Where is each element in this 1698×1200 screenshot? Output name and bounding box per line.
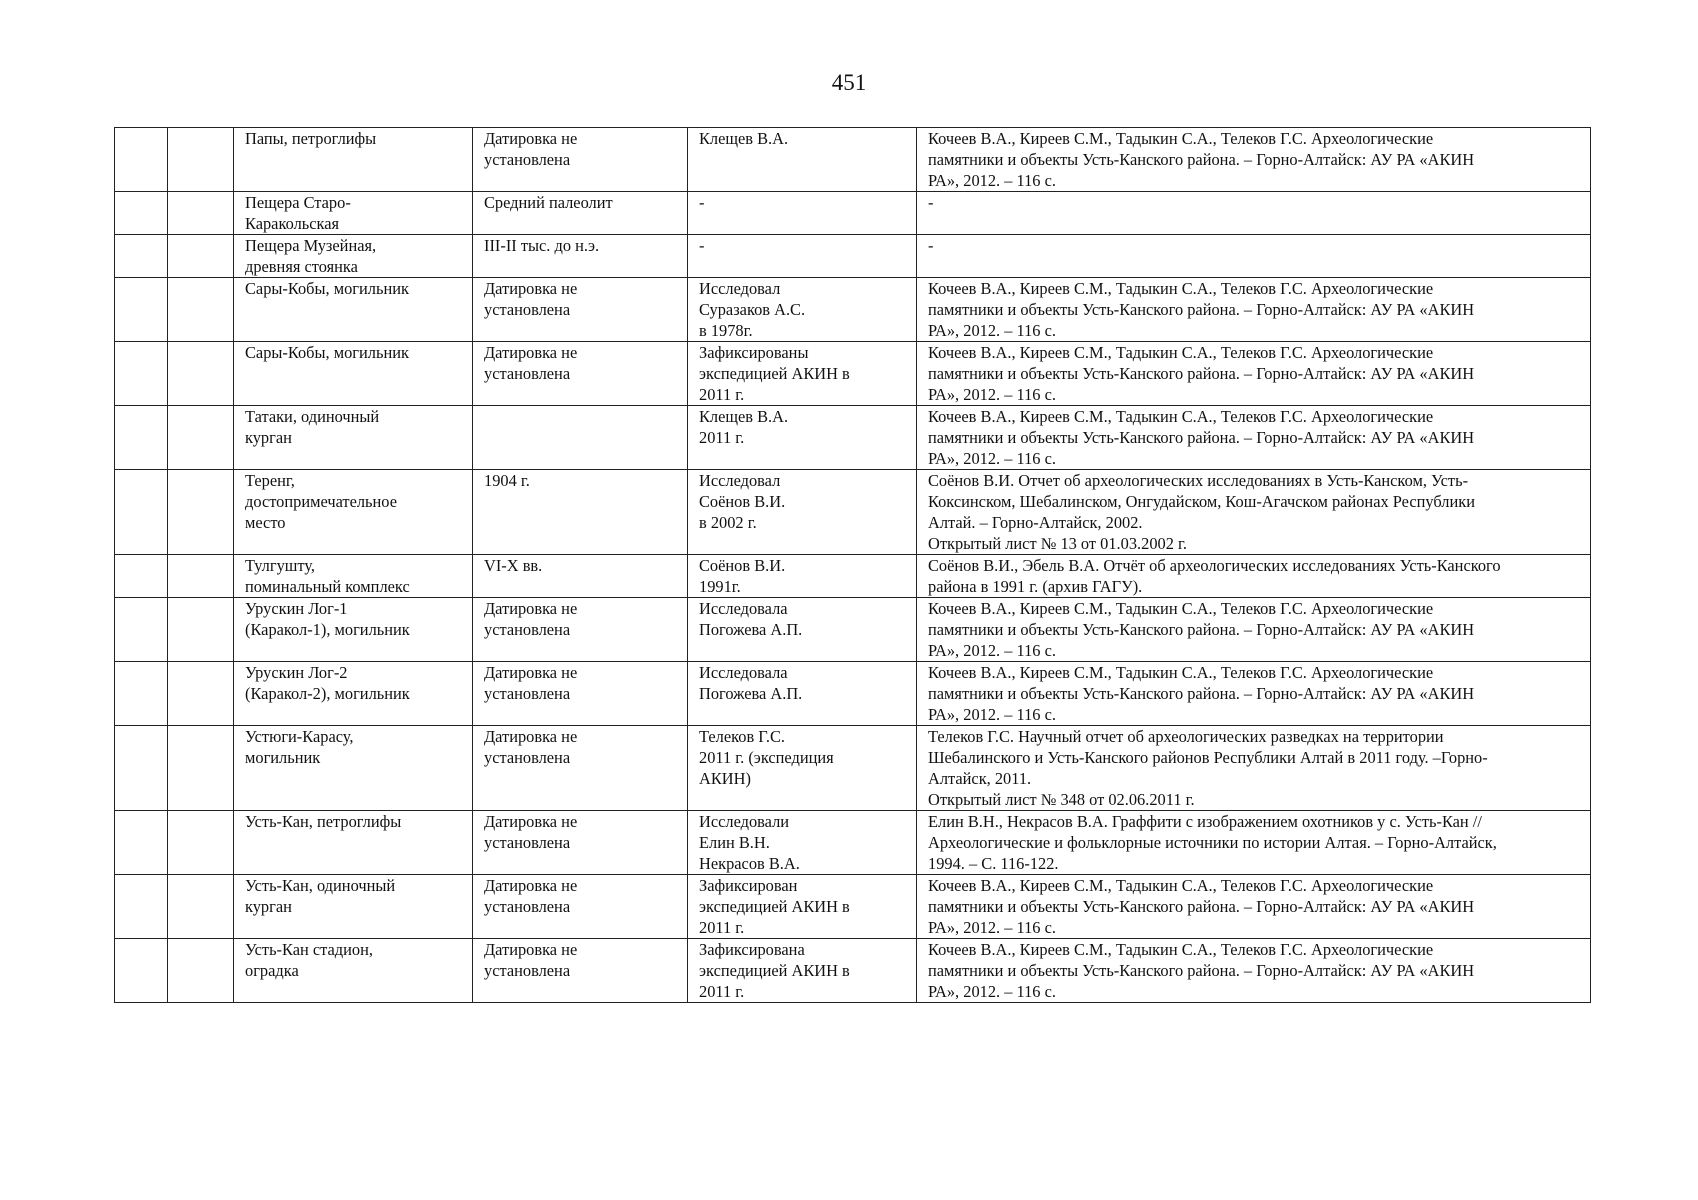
table-row (115, 128, 1591, 192)
table-row (115, 598, 1591, 662)
researcher-cell: Телеков Г.С. 2011 г. (экспедиция АКИН) (688, 726, 917, 811)
monument-name-cell: Папы, петроглифы (234, 128, 473, 192)
source-cell: Кочеев В.А., Киреев С.М., Тадыкин С.А., Телеков Г.С. Археологические памятники и объекты Усть-Канского района. – Горно-Алтайск: АУ РА «АКИН РА», 2012. – 116 с. (917, 278, 1591, 342)
monument-name-cell: Пещера Музейная, древняя стоянка (234, 235, 473, 278)
source-cell: - (917, 192, 1591, 235)
registry-number-cell (168, 470, 234, 555)
table-row (115, 555, 1591, 598)
table-row (115, 235, 1591, 278)
registry-number-cell (168, 278, 234, 342)
researcher-cell: Клещев В.А. 2011 г. (688, 406, 917, 470)
monuments-table (114, 127, 1591, 1003)
table-row (115, 726, 1591, 811)
row-number-cell (115, 342, 168, 406)
source-cell: Соёнов В.И., Эбель В.А. Отчёт об археологических исследованиях Усть-Канского района в 1991 г. (архив ГАГУ). (917, 555, 1591, 598)
monument-name-cell: Усть-Кан, петроглифы (234, 811, 473, 875)
table-row (115, 406, 1591, 470)
researcher-cell: - (688, 235, 917, 278)
source-cell: Кочеев В.А., Киреев С.М., Тадыкин С.А., Телеков Г.С. Археологические памятники и объекты Усть-Канского района. – Горно-Алтайск: АУ РА «АКИН РА», 2012. – 116 с. (917, 598, 1591, 662)
row-number-cell (115, 128, 168, 192)
source-cell: - (917, 235, 1591, 278)
registry-number-cell (168, 726, 234, 811)
source-cell: Кочеев В.А., Киреев С.М., Тадыкин С.А., Телеков Г.С. Археологические памятники и объекты Усть-Канского района. – Горно-Алтайск: АУ РА «АКИН РА», 2012. – 116 с. (917, 342, 1591, 406)
dating-cell: Датировка не установлена (473, 662, 688, 726)
monument-name-cell: Тулгушту, поминальный комплекс (234, 555, 473, 598)
monument-name-cell: Сары-Кобы, могильник (234, 342, 473, 406)
monument-name-cell: Усть-Кан стадион, оградка (234, 939, 473, 1003)
row-number-cell (115, 555, 168, 598)
registry-number-cell (168, 235, 234, 278)
researcher-cell: Исследовал Суразаков А.С. в 1978г. (688, 278, 917, 342)
registry-number-cell (168, 875, 234, 939)
monument-name-cell: Татаки, одиночный курган (234, 406, 473, 470)
dating-cell: Средний палеолит (473, 192, 688, 235)
dating-cell: Датировка не установлена (473, 875, 688, 939)
dating-cell (473, 406, 688, 470)
source-cell: Кочеев В.А., Киреев С.М., Тадыкин С.А., Телеков Г.С. Археологические памятники и объекты Усть-Канского района. – Горно-Алтайск: АУ РА «АКИН РА», 2012. – 116 с. (917, 406, 1591, 470)
table-row (115, 939, 1591, 1003)
source-cell: Соёнов В.И. Отчет об археологических исследованиях в Усть-Канском, Усть- Коксинском, Шебалинском, Онгудайском, Кош-Агачском районах Республики Алтай. – Горно-Алтайск, 2002. Открытый лист № 13 от 01.03.2002 г. (917, 470, 1591, 555)
row-number-cell (115, 875, 168, 939)
dating-cell: Датировка не установлена (473, 939, 688, 1003)
dating-cell: Датировка не установлена (473, 278, 688, 342)
monument-name-cell: Теренг, достопримечательное место (234, 470, 473, 555)
source-cell: Кочеев В.А., Киреев С.М., Тадыкин С.А., Телеков Г.С. Археологические памятники и объекты Усть-Канского района. – Горно-Алтайск: АУ РА «АКИН РА», 2012. – 116 с. (917, 662, 1591, 726)
dating-cell: 1904 г. (473, 470, 688, 555)
row-number-cell (115, 406, 168, 470)
table-row (115, 192, 1591, 235)
monument-name-cell: Пещера Старо- Каракольская (234, 192, 473, 235)
dating-cell: VI-X вв. (473, 555, 688, 598)
table-row (115, 470, 1591, 555)
monument-name-cell: Урускин Лог-1 (Каракол-1), могильник (234, 598, 473, 662)
researcher-cell: Клещев В.А. (688, 128, 917, 192)
monuments-table-body (115, 128, 1591, 1003)
table-row (115, 875, 1591, 939)
table-row (115, 811, 1591, 875)
dating-cell: III-II тыс. до н.э. (473, 235, 688, 278)
row-number-cell (115, 278, 168, 342)
researcher-cell: Исследовал Соёнов В.И. в 2002 г. (688, 470, 917, 555)
dating-cell: Датировка не установлена (473, 811, 688, 875)
dating-cell: Датировка не установлена (473, 598, 688, 662)
table-row (115, 278, 1591, 342)
monument-name-cell: Усть-Кан, одиночный курган (234, 875, 473, 939)
researcher-cell: Соёнов В.И. 1991г. (688, 555, 917, 598)
table-row (115, 662, 1591, 726)
researcher-cell: Зафиксирована экспедицией АКИН в 2011 г. (688, 939, 917, 1003)
dating-cell: Датировка не установлена (473, 726, 688, 811)
table-row (115, 342, 1591, 406)
row-number-cell (115, 192, 168, 235)
registry-number-cell (168, 811, 234, 875)
source-cell: Кочеев В.А., Киреев С.М., Тадыкин С.А., Телеков Г.С. Археологические памятники и объекты Усть-Канского района. – Горно-Алтайск: АУ РА «АКИН РА», 2012. – 116 с. (917, 875, 1591, 939)
source-cell: Елин В.Н., Некрасов В.А. Граффити с изображением охотников у с. Усть-Кан // Археологические и фольклорные источники по истории Алтая. – Горно-Алтайск, 1994. – С. 116-122. (917, 811, 1591, 875)
monument-name-cell: Урускин Лог-2 (Каракол-2), могильник (234, 662, 473, 726)
source-cell: Кочеев В.А., Киреев С.М., Тадыкин С.А., Телеков Г.С. Археологические памятники и объекты Усть-Канского района. – Горно-Алтайск: АУ РА «АКИН РА», 2012. – 116 с. (917, 128, 1591, 192)
row-number-cell (115, 598, 168, 662)
row-number-cell (115, 470, 168, 555)
researcher-cell: Исследовала Погожева А.П. (688, 662, 917, 726)
registry-number-cell (168, 662, 234, 726)
registry-number-cell (168, 342, 234, 406)
page-number: 451 (831, 70, 867, 95)
researcher-cell: Исследовала Погожева А.П. (688, 598, 917, 662)
dating-cell: Датировка не установлена (473, 128, 688, 192)
source-cell: Кочеев В.А., Киреев С.М., Тадыкин С.А., Телеков Г.С. Археологические памятники и объекты Усть-Канского района. – Горно-Алтайск: АУ РА «АКИН РА», 2012. – 116 с. (917, 939, 1591, 1003)
registry-number-cell (168, 939, 234, 1003)
row-number-cell (115, 939, 168, 1003)
row-number-cell (115, 726, 168, 811)
researcher-cell: Зафиксированы экспедицией АКИН в 2011 г. (688, 342, 917, 406)
registry-number-cell (168, 406, 234, 470)
researcher-cell: Исследовали Елин В.Н. Некрасов В.А. (688, 811, 917, 875)
dating-cell: Датировка не установлена (473, 342, 688, 406)
row-number-cell (115, 811, 168, 875)
registry-number-cell (168, 555, 234, 598)
row-number-cell (115, 662, 168, 726)
registry-number-cell (168, 598, 234, 662)
source-cell: Телеков Г.С. Научный отчет об археологических разведках на территории Шебалинского и Усть-Канского районов Республики Алтай в 2011 году. –Горно- Алтайск, 2011. Открытый лист № 348 от 02.06.2011 г. (917, 726, 1591, 811)
row-number-cell (115, 235, 168, 278)
monument-name-cell: Устюги-Карасу, могильник (234, 726, 473, 811)
researcher-cell: - (688, 192, 917, 235)
registry-number-cell (168, 192, 234, 235)
researcher-cell: Зафиксирован экспедицией АКИН в 2011 г. (688, 875, 917, 939)
monument-name-cell: Сары-Кобы, могильник (234, 278, 473, 342)
registry-number-cell (168, 128, 234, 192)
